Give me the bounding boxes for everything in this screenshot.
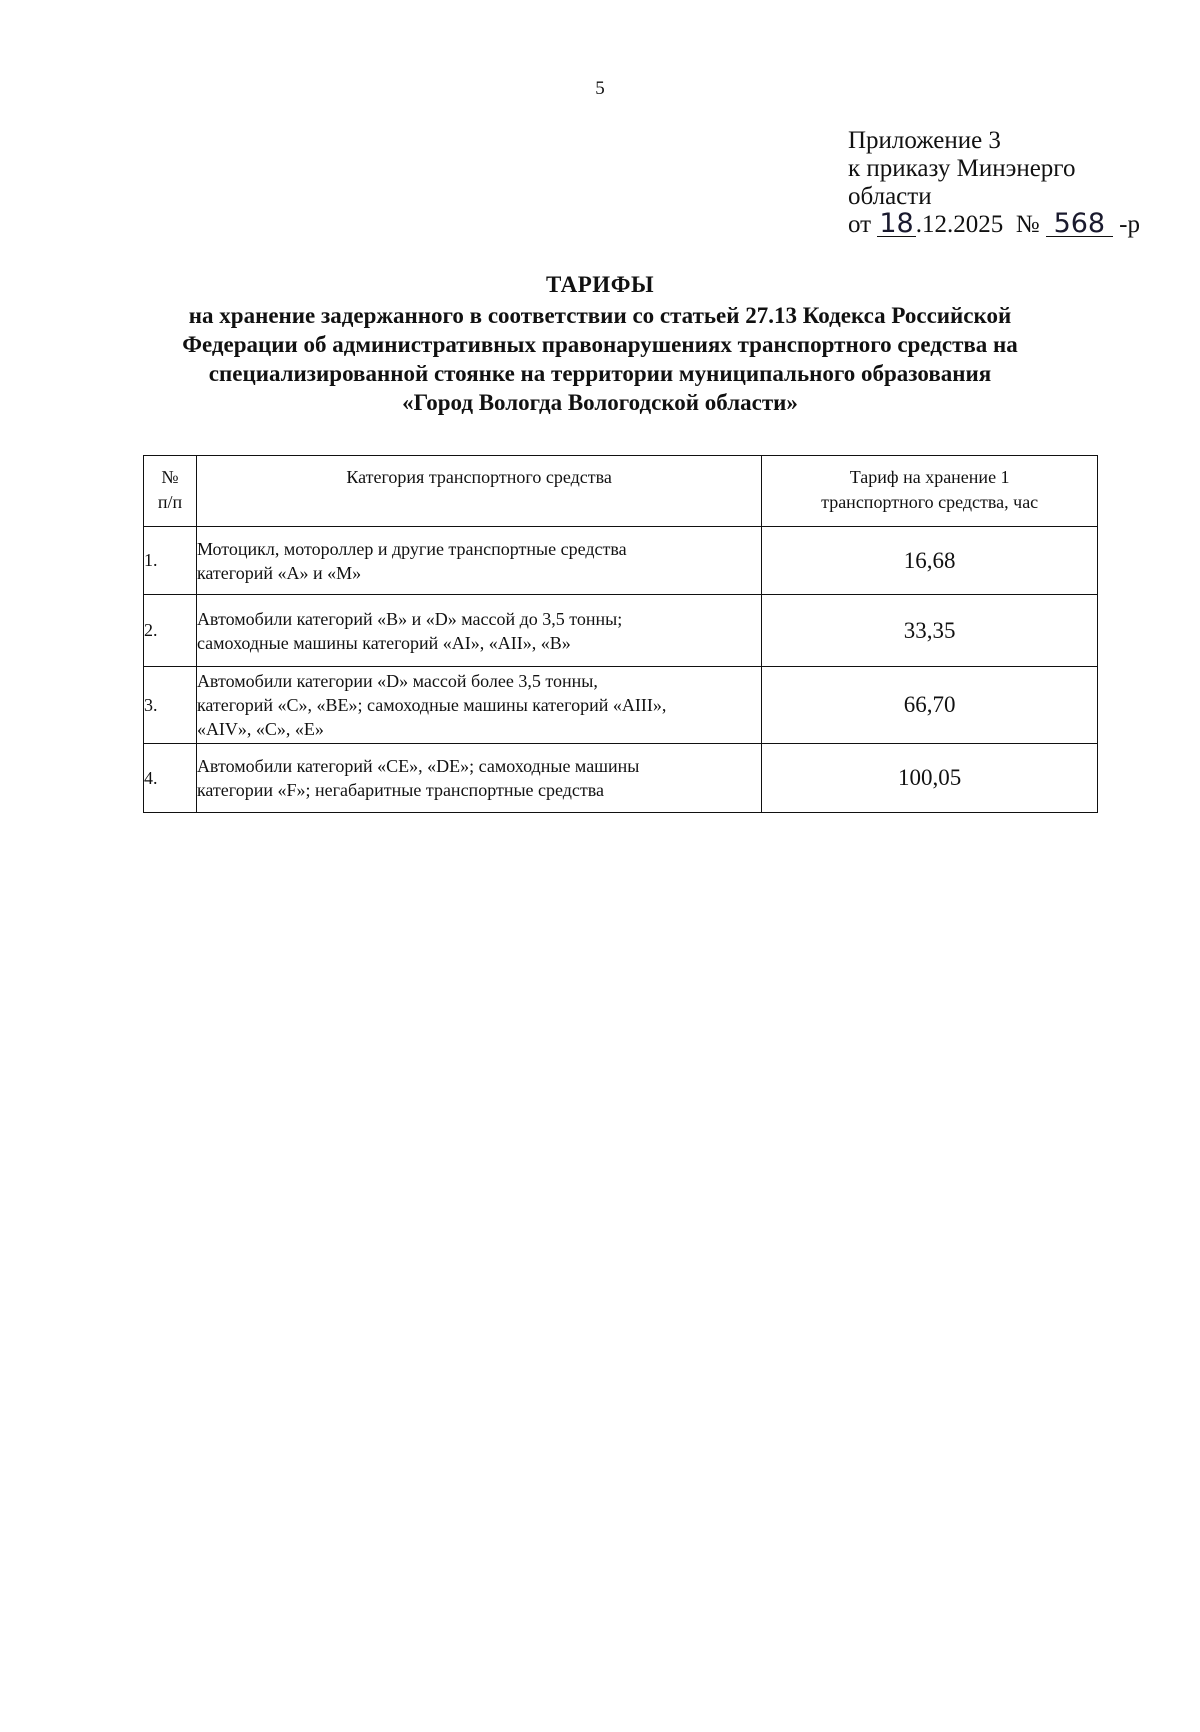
header-category xyxy=(196,456,761,527)
header-num-line-2: п/п xyxy=(157,492,183,512)
header-category-label: Категория транспортного средства xyxy=(346,467,612,487)
row-category xyxy=(196,527,761,595)
row-category-line: Автомобили категорий «СЕ», «DE»; самоходные машины xyxy=(196,756,640,776)
row-number: 3. xyxy=(144,667,197,744)
title-line-1: на хранение задержанного в соответствии со статьей 27.13 Кодекса Российской xyxy=(188,303,1012,328)
header-tariff-line-2: транспортного средства, час xyxy=(821,492,1039,512)
date-rest: .12.2025 xyxy=(915,211,1004,238)
row-tariff: 33,35 xyxy=(762,595,1098,667)
table-header-row xyxy=(144,456,1098,527)
title-main: ТАРИФЫ xyxy=(545,272,655,297)
row-tariff: 16,68 xyxy=(762,527,1098,595)
title-line-4: «Город Вологда Вологодской области» xyxy=(402,390,798,415)
row-category-line: самоходные машины категорий «AI», «AII», «В» xyxy=(196,632,571,653)
handwritten-order-number: 568 xyxy=(1046,212,1114,237)
row-category xyxy=(196,744,761,813)
header-num xyxy=(144,456,197,527)
number-suffix: -р xyxy=(1119,211,1140,238)
row-tariff: 66,70 xyxy=(762,667,1098,744)
row-category-line: категории «F»; негабаритные транспортные средства xyxy=(196,780,605,800)
row-number: 4. xyxy=(144,744,197,813)
row-category-line: категорий «С», «ВЕ»; самоходные машины категорий «AIII», xyxy=(196,695,667,715)
title-line-3: специализированной стоянке на территории муниципального образования xyxy=(208,361,992,386)
header-tariff-line-1: Тариф на хранение 1 xyxy=(849,467,1010,487)
row-category-line: Автомобили категорий «В» и «D» массой до 3,5 тонны; xyxy=(196,608,623,629)
table-row xyxy=(144,595,1098,667)
row-category xyxy=(196,595,761,667)
handwritten-day: 18 xyxy=(879,208,914,239)
row-number: 2. xyxy=(144,595,197,667)
row-category xyxy=(196,667,761,744)
appendix-region: области xyxy=(848,183,932,210)
title-line-2: Федерации об административных правонарушениях транспортного средства на xyxy=(182,332,1018,357)
appendix-block xyxy=(848,127,1140,239)
appendix-title: Приложение 3 xyxy=(848,127,1001,154)
page-number: 5 xyxy=(595,78,605,99)
number-sign: № xyxy=(1015,211,1040,238)
row-category-line: категорий «А» и «М» xyxy=(196,562,362,583)
row-tariff: 100,05 xyxy=(762,744,1098,813)
document-title xyxy=(150,270,1050,417)
appendix-date-number xyxy=(848,208,1140,239)
row-category-line: «AIV», «С», «Е» xyxy=(196,719,324,739)
header-num-line-1: № xyxy=(161,467,179,487)
tariffs-table xyxy=(143,455,1098,813)
table-row xyxy=(144,744,1098,813)
row-category-line: Автомобили категории «D» массой более 3,5 тонны, xyxy=(196,671,598,691)
row-number: 1. xyxy=(144,527,197,595)
appendix-order-ref: к приказу Минэнерго xyxy=(848,155,1076,182)
table-row xyxy=(144,667,1098,744)
row-category-line: Мотоцикл, мотороллер и другие транспортные средства xyxy=(196,538,627,559)
date-prefix: от xyxy=(848,211,872,238)
table-row xyxy=(144,527,1098,595)
header-tariff xyxy=(762,456,1098,527)
